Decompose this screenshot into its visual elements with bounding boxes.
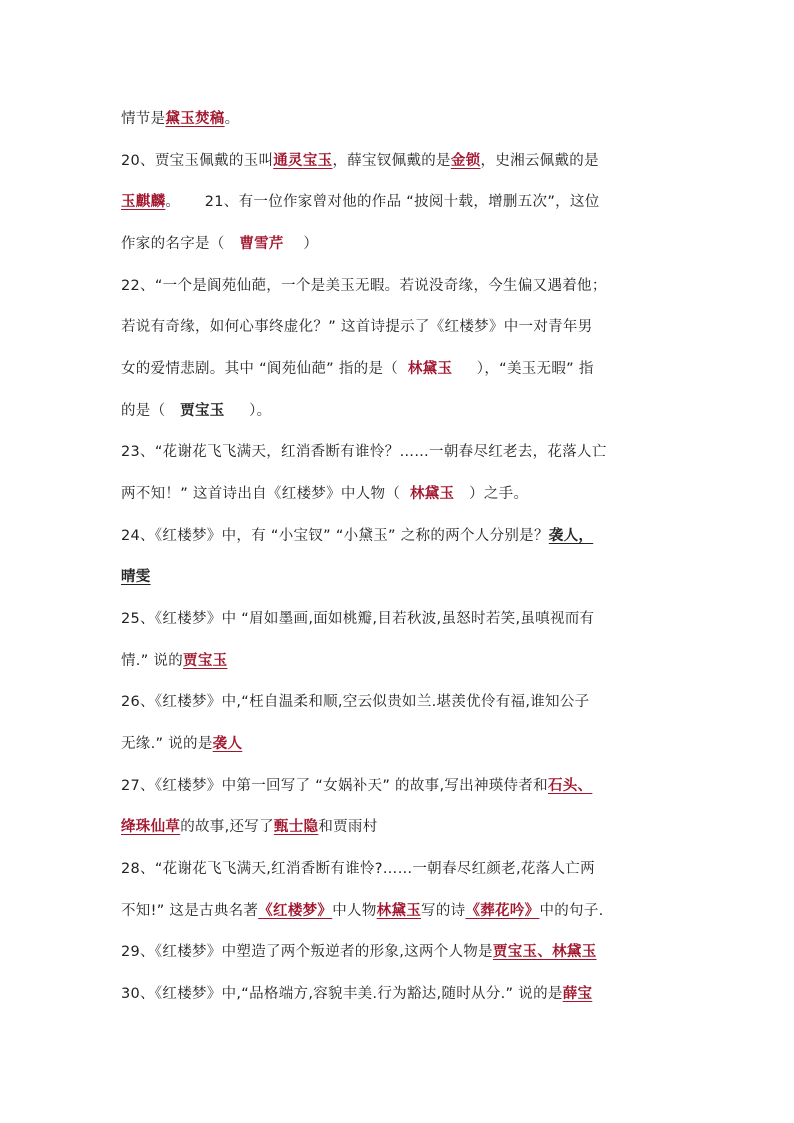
text-line: 女的爱情悲剧。其中 “阆苑仙葩” 指的是（ 林黛玉 ），“美玉无暇” 指 [121,361,594,377]
question-20: 20、贾宝玉佩戴的玉叫通灵宝玉，薛宝钗佩戴的是金锁，史湘云佩戴的是 [121,153,599,169]
text-line: 两不知！” 这首诗出自《红楼梦》中人物（ 林黛玉 ）之手。 [121,486,529,502]
answer: 薛宝 [562,986,593,1002]
answer: 通灵宝玉 [273,153,333,169]
text-line [121,567,151,587]
answer: 绛珠仙草 [121,819,181,835]
answer: 曹雪芹 [239,236,284,252]
text-line: 情.” 说的贾宝玉 [121,653,228,669]
answer: 石头、 [547,778,593,794]
question-28: 28、“花谢花飞飞满天,红消香断有谁怜?……一朝春尽红颜老,花落人亡两 [121,861,595,877]
text-line: 绛珠仙草的故事,还写了甄士隐和贾雨村 [121,819,378,835]
answer: 金锁 [450,153,481,169]
question-25: 25、《红楼梦》中 “眉如墨画,面如桃瓣,目若秋波,虽怒时若笑,虽嗔视而有 [121,611,595,627]
answer: 《红楼梦》 [258,903,333,919]
text-line: 玉麒麟。 21、有一位作家曾对他的作品 “披阅十载，增删五次”，这位 [121,194,600,210]
answer: 黛玉焚稿 [165,111,225,127]
answer: 甄士隐 [273,819,319,835]
answer: 林黛玉 [376,903,422,919]
question-24: 24、《红楼梦》中，有 “小宝钗” “小黛玉” 之称的两个人分别是？袭人， [121,528,594,544]
question-23: 23、“花谢花飞飞满天，红消香断有谁怜？……一朝春尽红老去，花落人亡 [121,444,607,460]
text-line: 情节是黛玉焚稿。 [121,111,240,127]
question-22: 22、“一个是阆苑仙葩，一个是美玉无暇。若说没奇缘，今生偏又遇着他； [121,278,607,294]
answer: 袭人， [548,528,594,544]
question-26: 26、《红楼梦》中,“枉自温柔和顺,空云似贵如兰.堪羡优伶有福,谁知公子 [121,694,590,710]
text-line: 若说有奇缘，如何心事终虚化？” 这首诗提示了《红楼梦》中一对青年男 [121,319,593,335]
answer: 林黛玉 [409,486,455,502]
text-line: 无缘.” 说的是袭人 [121,736,243,752]
text-line: 不知!” 这是古典名著《红楼梦》中人物林黛玉写的诗《葬花吟》中的句子. [121,903,604,919]
answer: 《葬花吟》 [465,903,540,919]
text-line: 的是（ 贾宝玉 ）。 [121,403,272,419]
answer: 袭人 [212,736,243,752]
text-line: 作家的名字是（ 曹雪芹 ） [121,236,319,252]
question-27: 27、《红楼梦》中第一回写了 “女娲补天” 的故事,写出神瑛侍者和石头、 [121,778,593,794]
answer: 晴雯 [121,569,151,585]
answer: 林黛玉 [407,361,453,377]
question-29: 29、《红楼梦》中塑造了两个叛逆者的形象,这两个人物是贾宝玉、林黛玉 [121,944,597,960]
answer: 玉麒麟 [121,194,166,210]
answer: 贾宝玉、林黛玉 [492,944,597,960]
question-30: 30、《红楼梦》中,“品格端方,容貌丰美.行为豁达,随时从分.” 说的是薛宝 [121,986,593,1002]
answer: 贾宝玉 [180,403,225,419]
answer: 贾宝玉 [183,653,228,669]
